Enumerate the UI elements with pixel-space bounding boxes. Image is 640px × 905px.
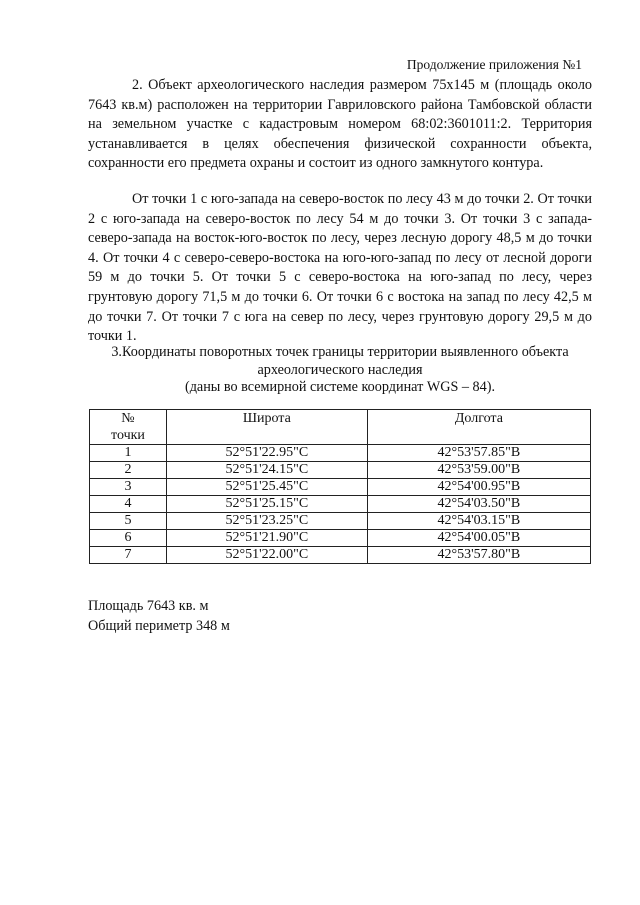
table-header-row <box>90 410 591 445</box>
latitude-cell: 52°51'23.25"С <box>166 513 367 530</box>
longitude-cell: 42°54'03.15"В <box>367 513 590 530</box>
longitude-header: Долгота <box>367 410 590 445</box>
point-number-header-line-2: точки <box>111 428 145 443</box>
longitude-cell: 42°53'57.80"В <box>367 547 590 564</box>
area-text: Площадь 7643 кв. м <box>88 598 209 614</box>
latitude-cell: 52°51'25.15"С <box>166 496 367 513</box>
section-title-line-2: археологического наследия <box>257 361 423 378</box>
boundary-description-paragraph: От точки 1 с юго-запада на северо-восток по лесу 43 м до точки 2. От точки 2 с юго-запада на северо-восток по лесу 54 м до точки 3. От точки 3 с запада-северо-запада на восток-юго-восток по лесу, через лесную дорогу 48,5 м до точки 4. От точки 4 с северо-северо-востока на юго-юго-запад по лесу от лесной дороги 59 м до точки 5. От точки 5 с северо-востока на юго-запад по лесу, через грунтовую дорогу 71,5 м до точки 6. От точки 6 с востока на запад по лесу 42,5 м до точки 7. От точки 7 с юга на север по лесу, через грунтовую дорогу 29,5 м до точки 1. <box>88 191 592 345</box>
point-number-cell: 6 <box>90 530 167 547</box>
point-number-cell: 1 <box>90 445 167 462</box>
perimeter-text: Общий периметр 348 м <box>88 618 230 634</box>
latitude-cell: 52°51'25.45"С <box>166 479 367 496</box>
section-title-line-1: 3.Координаты поворотных точек границы территории выявленного объекта <box>111 344 569 360</box>
longitude-cell: 42°53'59.00"В <box>367 462 590 479</box>
table-row <box>90 547 591 564</box>
latitude-cell: 52°51'24.15"С <box>166 462 367 479</box>
latitude-header: Широта <box>166 410 367 445</box>
point-number-cell: 3 <box>90 479 167 496</box>
point-number-header-line-1: № <box>121 411 135 426</box>
table-row <box>90 496 591 513</box>
point-number-cell: 2 <box>90 462 167 479</box>
longitude-cell: 42°54'00.05"В <box>367 530 590 547</box>
point-number-cell: 5 <box>90 513 167 530</box>
point-number-header <box>90 410 167 445</box>
table-row <box>90 513 591 530</box>
latitude-cell: 52°51'22.00"С <box>166 547 367 564</box>
page-header: Продолжение приложения №1 <box>406 57 582 72</box>
longitude-cell: 42°54'00.95"В <box>367 479 590 496</box>
summary <box>88 596 230 636</box>
longitude-cell: 42°54'03.50"В <box>367 496 590 513</box>
coordinates-section-title <box>88 344 592 397</box>
table-row <box>90 530 591 547</box>
table-row <box>90 445 591 462</box>
coordinates-table <box>89 409 591 564</box>
latitude-cell: 52°51'22.95"С <box>166 445 367 462</box>
table-row <box>90 479 591 496</box>
latitude-cell: 52°51'21.90"С <box>166 530 367 547</box>
table-row <box>90 462 591 479</box>
point-number-cell: 4 <box>90 496 167 513</box>
section-title-line-3: (даны во всемирной системе координат WGS – 84). <box>184 379 496 395</box>
object-description-paragraph: 2. Объект археологического наследия размером 75х145 м (площадь около 7643 кв.м) расположен на территории Гавриловского района Тамбовской области на земельном участке с кадастровым номером 68:02:3601011:2. Территория устанавливается в целях обеспечения физической сохранности объекта, сохранности его предмета охраны и состоит из одного замкнутого контура. <box>88 77 592 172</box>
longitude-cell: 42°53'57.85"В <box>367 445 590 462</box>
point-number-cell: 7 <box>90 547 167 564</box>
